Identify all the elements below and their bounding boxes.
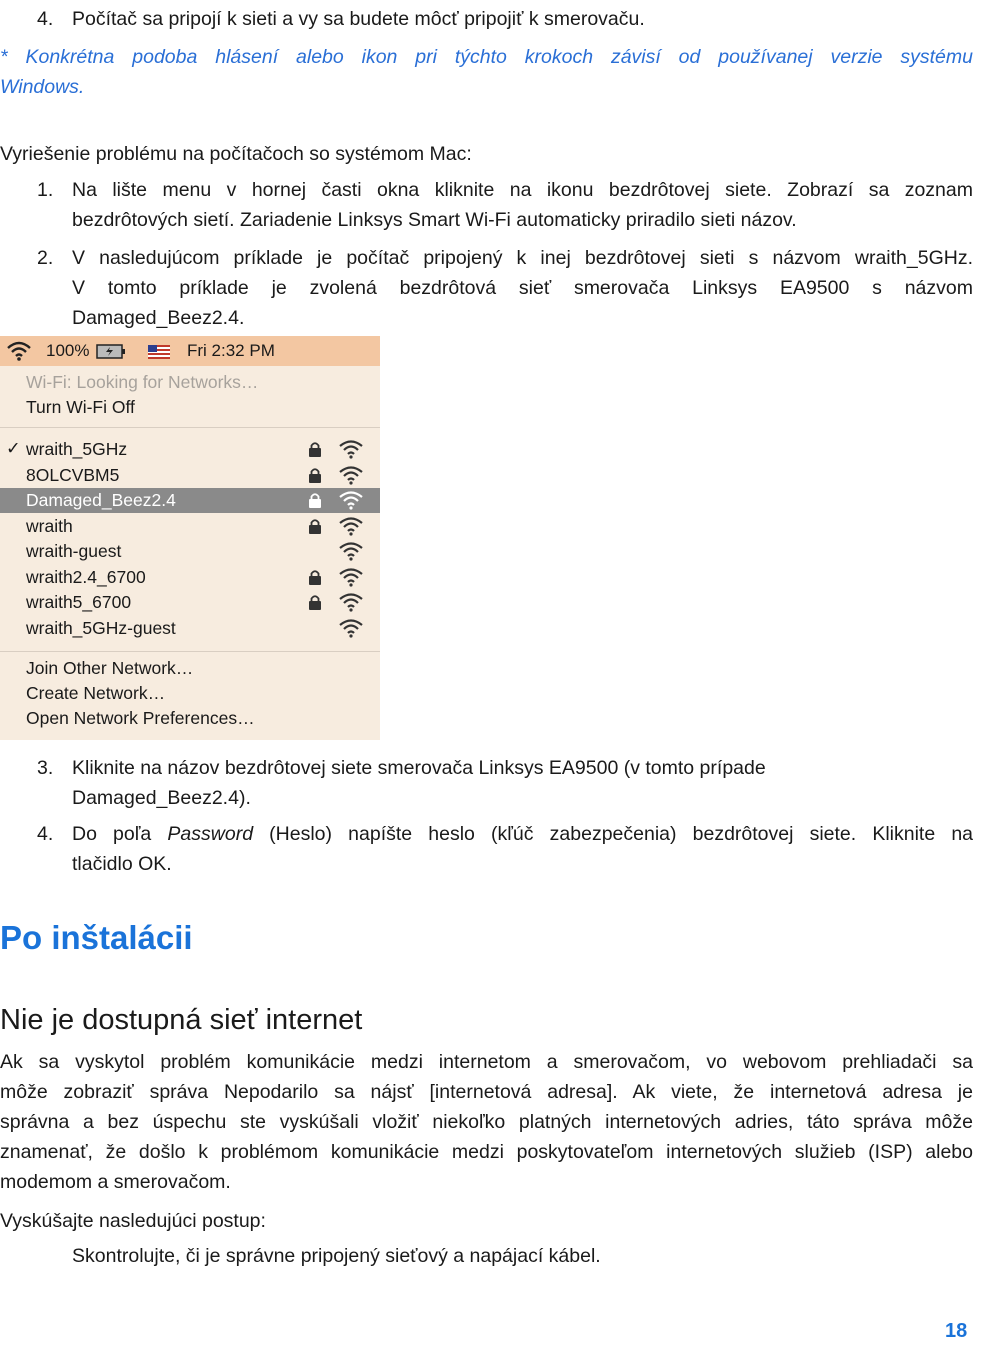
battery-icon[interactable] xyxy=(96,344,126,359)
wifi-menu-screenshot xyxy=(0,336,380,740)
lock-icon xyxy=(308,441,322,458)
wifi-signal-icon xyxy=(338,567,364,587)
wifi-signal-icon xyxy=(338,439,364,459)
body-paragraph xyxy=(0,1047,975,1197)
wifi-signal-icon xyxy=(338,516,364,536)
mac-menu-bar xyxy=(0,336,380,366)
menu-separator xyxy=(0,427,380,428)
network-item[interactable] xyxy=(0,590,380,615)
step-line: tlačidlo OK. xyxy=(72,853,172,875)
network-item[interactable] xyxy=(0,565,380,590)
step-text-pre: Do poľa xyxy=(72,823,168,845)
network-name: wraith_5GHz xyxy=(26,439,128,459)
network-name: wraith_5GHz-guest xyxy=(26,617,176,638)
mac-step-3 xyxy=(0,753,975,813)
network-name: 8OLCVBM5 xyxy=(26,464,120,485)
section-title: Po inštalácii xyxy=(0,919,193,956)
page-number: 18 xyxy=(945,1320,968,1342)
menu-clock[interactable]: Fri 2:32 PM xyxy=(187,341,275,360)
network-item[interactable] xyxy=(0,463,380,488)
create-network-item[interactable] xyxy=(0,681,380,706)
wifi-signal-icon xyxy=(338,541,364,561)
body-line: správna a bez úspechu ste vyskúšali vložiť niekoľko platných internetových adries, táto správa môže xyxy=(0,1111,973,1133)
step-text: Počítač sa pripojí k sieti a vy sa budete môcť pripojiť k smerovaču. xyxy=(72,8,645,30)
step-line: V nasledujúcom príklade je počítač pripojený k inej bezdrôtovej sieti s názvom wraith_5GHz. xyxy=(72,247,973,269)
mac-step-4 xyxy=(0,819,975,879)
version-note-line1: * Konkrétna podoba hlásení alebo ikon pri týchto krokoch závisí od používanej verzie systému xyxy=(0,46,973,68)
step-number: 2. xyxy=(37,247,54,269)
network-name: wraith5_6700 xyxy=(26,592,132,612)
network-item[interactable] xyxy=(0,616,380,641)
checkmark-icon: ✓ xyxy=(6,438,21,458)
network-name: wraith-guest xyxy=(26,541,122,561)
mac-intro: Vyriešenie problému na počítačoch so systémom Mac: xyxy=(0,143,472,165)
wifi-status-item xyxy=(0,370,380,395)
step-line xyxy=(72,819,973,849)
wifi-signal-icon xyxy=(338,465,364,485)
join-other-network-item[interactable] xyxy=(0,656,380,681)
step-line: Kliknite na názov bezdrôtovej siete smerovača Linksys EA9500 (v tomto prípade xyxy=(72,757,766,779)
turn-wifi-off-label: Turn Wi-Fi Off xyxy=(26,397,135,417)
join-other-network-label: Join Other Network… xyxy=(26,658,194,678)
create-network-label: Create Network… xyxy=(26,683,166,703)
subsection-title: Nie je dostupná sieť internet xyxy=(0,1004,363,1036)
step-text-post: (Heslo) napíšte heslo (kľúč zabezpečenia) bezdrôtovej siete. Kliknite na xyxy=(253,823,974,845)
step-line: Damaged_Beez2.4. xyxy=(72,307,245,329)
network-name: wraith2.4_6700 xyxy=(26,566,146,587)
network-item[interactable] xyxy=(0,437,380,462)
try-text: Vyskúšajte nasledujúci postup: xyxy=(0,1210,266,1232)
network-item[interactable] xyxy=(0,488,380,513)
us-flag-icon[interactable] xyxy=(148,345,170,359)
step-number: 3. xyxy=(37,757,54,779)
step-line: bezdrôtových sietí. Zariadenie Linksys Smart Wi-Fi automaticky priradilo sieti názov. xyxy=(72,209,797,231)
mac-step-2 xyxy=(0,243,975,333)
wifi-status-label: Wi-Fi: Looking for Networks… xyxy=(26,372,259,392)
lock-icon xyxy=(308,594,322,611)
wifi-icon[interactable] xyxy=(6,340,32,362)
menu-separator xyxy=(0,651,380,652)
body-line: znamenať, že došlo k problémom komunikácie medzi poskytovateľom internetových služieb (ISP) alebo xyxy=(0,1141,973,1163)
network-item[interactable] xyxy=(0,514,380,539)
wifi-signal-icon xyxy=(338,592,364,612)
body-line: modemom a smerovačom. xyxy=(0,1171,231,1193)
check-cables-text: Skontrolujte, či je správne pripojený sieťový a napájací kábel. xyxy=(72,1245,601,1267)
lock-icon xyxy=(308,518,322,535)
network-item[interactable] xyxy=(0,539,380,564)
lock-icon xyxy=(308,569,322,586)
turn-wifi-off-item[interactable] xyxy=(0,395,380,420)
mac-step-1 xyxy=(0,175,975,235)
wifi-signal-icon xyxy=(338,618,364,638)
step-line: V tomto príklade je zvolená bezdrôtová sieť smerovača Linksys EA9500 s názvom xyxy=(72,277,973,299)
version-note-line2: Windows. xyxy=(0,76,85,98)
step-number: 4. xyxy=(37,8,54,30)
step-line: Damaged_Beez2.4). xyxy=(72,787,251,809)
lock-icon xyxy=(308,467,322,484)
password-field-name: Password xyxy=(167,823,254,845)
step-number: 4. xyxy=(37,823,54,845)
step-line: Na lište menu v hornej časti okna kliknite na ikonu bezdrôtovej siete. Zobrazí sa zoznam xyxy=(72,179,973,201)
step-number: 1. xyxy=(37,179,54,201)
body-line: môže zobraziť správa Nepodarilo sa nájsť [internetová adresa]. Ak viete, že internetová adresa je xyxy=(0,1081,973,1103)
battery-percent: 100% xyxy=(46,341,90,360)
open-network-preferences-item[interactable] xyxy=(0,706,380,731)
wifi-signal-icon xyxy=(338,490,364,510)
lock-icon xyxy=(308,492,322,509)
network-name: wraith xyxy=(26,515,73,536)
open-network-preferences-label: Open Network Preferences… xyxy=(26,708,255,728)
network-name: Damaged_Beez2.4 xyxy=(26,490,176,510)
body-line: Ak sa vyskytol problém komunikácie medzi internetom a smerovačom, vo webovom prehliadači sa xyxy=(0,1051,973,1073)
